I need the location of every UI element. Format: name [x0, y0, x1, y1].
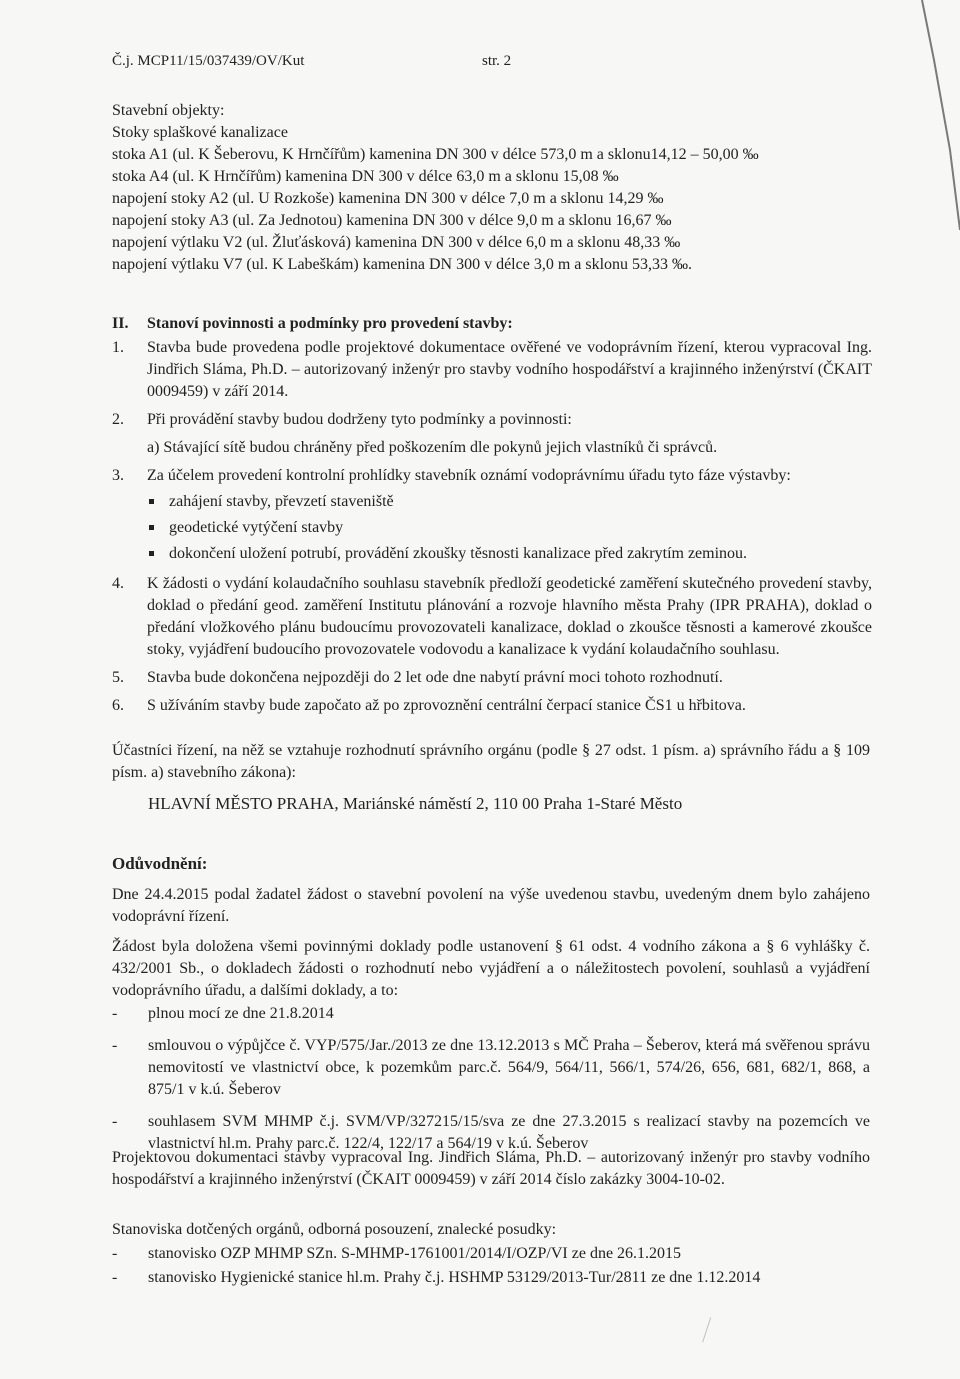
dash-marker: -: [112, 1245, 118, 1262]
item-text: S užíváním stavby bude započato až po zprovoznění centrální čerpací stanice ČS1 u hřbitova.: [147, 697, 746, 714]
item-number: 6.: [112, 697, 124, 714]
condition-item: [112, 337, 872, 403]
dash-marker: -: [112, 1037, 118, 1054]
conditions-section: [112, 313, 872, 723]
item-text: Za účelem provedení kontrolní prohlídky stavebník oznámí vodoprávnímu úřadu tyto fáze výstavby:: [147, 467, 791, 484]
list-item-text: souhlasem SVM MHMP č.j. SVM/VP/327215/15/sva ze dne 27.3.2015 s realizací stavby na pozemcích ve vlastnictví hl.m. Prahy parc.č. 122/4, 122/17 a 564/19 v k.ú. Šeberov: [148, 1113, 870, 1152]
list-item: [112, 1035, 870, 1101]
page-number: str. 2: [482, 53, 512, 69]
item-number: 4.: [112, 575, 124, 592]
dash-marker: -: [112, 1113, 118, 1130]
condition-item: [112, 465, 872, 567]
list-item: [112, 1243, 870, 1265]
item-text: Stavba bude provedena podle projektové dokumentace ověřené ve vodoprávním řízení, kterou vypracoval Ing. Jindřich Sláma, Ph.D. – autorizovaný inženýr pro stavby vodního hospodářství a krajinného inženýrství (ČKAIT 0009459) v září 2014.: [147, 339, 872, 400]
reasoning-paragraph: Žádost byla doložena všemi povinnými doklady podle ustanovení § 61 odst. 4 vodního zákona a § 6 vyhlášky č. 432/2001 Sb., o dokladech žádosti o rozhodnutí nebo vyjádření a o náležitostech povolení, souhlasů a vyjádření vodoprávního úřadu, a dalšími doklady, a to:: [112, 938, 870, 999]
pen-mark: [702, 1317, 719, 1345]
objects-line: Stoky splaškové kanalizace: [112, 124, 288, 141]
list-item: [112, 1003, 870, 1025]
objects-line: stoka A4 (ul. K Hrnčířům) kamenina DN 300 v délce 63,0 m a sklonu 15,08 ‰: [112, 168, 619, 185]
section-number: II.: [112, 315, 129, 332]
condition-item: [112, 667, 872, 689]
reasoning-paragraph: Projektovou dokumentaci stavby vypracoval Ing. Jindřich Sláma, Ph.D. – autorizovaný inženýr pro stavby vodního hospodářství a krajinného inženýrství (ČKAIT 0009459) v září 2014 číslo zakázky 3004-10-02.: [112, 1149, 870, 1188]
item-number: 5.: [112, 669, 124, 686]
objects-line: napojení výtlaku V7 (ul. K Labeškám) kamenina DN 300 v délce 3,0 m a sklonu 53,33 ‰.: [112, 256, 693, 273]
participants-paragraph: Účastníci řízení, na něž se vztahuje rozhodnutí správního orgánu (podle § 27 odst. 1 písm. a) správního řádu a § 109 písm. a) stavebního zákona):: [112, 742, 870, 781]
objects-line: stoka A1 (ul. K Šeberovu, K Hrnčířům) kamenina DN 300 v délce 573,0 m a sklonu14,12 – 50,00 ‰: [112, 146, 759, 163]
reasoning-heading: Odůvodnění:: [112, 854, 208, 873]
section-heading: [112, 313, 872, 337]
opinions-list: [112, 1243, 870, 1291]
list-item-text: plnou mocí ze dne 21.8.2014: [148, 1005, 334, 1022]
condition-item: [112, 695, 872, 717]
objects-line: napojení stoky A2 (ul. U Rozkoše) kamenina DN 300 v délce 7,0 m a sklonu 14,29 ‰: [112, 190, 664, 207]
list-item-text: smlouvou o výpůjčce č. VYP/575/Jar./2013 ze dne 13.12.2013 s MČ Praha – Šeberov, která má svěřenou správu nemovitostí ve vlastnictví obce, k pozemkům parc.č. 564/9, 564/11, 566/1, 574/26, 656, 681, 682/1, 868, a 875/1 v k.ú. Šeberov: [148, 1037, 870, 1098]
item-number: 3.: [112, 467, 124, 484]
item-subpoint: a) Stávající sítě budou chráněny před poškozením dle pokynů jejich vlastníků či správců.: [147, 439, 718, 456]
participant-name: HLAVNÍ MĚSTO PRAHA, Mariánské náměstí 2, 110 00 Praha 1-Staré Město: [148, 794, 683, 813]
item-text: Stavba bude dokončena nejpozději do 2 let ode dne nabytí právní moci tohoto rozhodnutí.: [147, 669, 723, 686]
condition-item: [112, 409, 872, 459]
item-text: Při provádění stavby budou dodrženy tyto podmínky a povinnosti:: [147, 411, 572, 428]
objects-line: napojení stoky A3 (ul. Za Jednotou) kamenina DN 300 v délce 9,0 m a sklonu 16,67 ‰: [112, 212, 672, 229]
item-number: 2.: [112, 411, 124, 428]
list-item: dokončení uložení potrubí, provádění zkoušky těsnosti kanalizace před zakrytím zeminou.: [147, 541, 872, 567]
section-title: Stanoví povinnosti a podmínky pro provedení stavby:: [147, 315, 513, 332]
reasoning-paragraph: Stanoviska dotčených orgánů, odborná posouzení, znalecké posudky:: [112, 1221, 557, 1238]
dash-marker: -: [112, 1005, 118, 1022]
list-item: geodetické vytýčení stavby: [147, 515, 872, 541]
item-number: 1.: [112, 339, 124, 356]
objects-line: Stavební objekty:: [112, 102, 225, 119]
reference-number: Č.j. MCP11/15/037439/OV/Kut: [112, 53, 305, 69]
list-item: zahájení stavby, převzetí staveniště: [147, 489, 872, 515]
list-item-text: stanovisko Hygienické stanice hl.m. Prahy č.j. HSHMP 53129/2013-Tur/2811 ze dne 1.12.2014: [148, 1269, 761, 1286]
dash-marker: -: [112, 1269, 118, 1286]
list-item: [112, 1267, 870, 1289]
objects-line: napojení výtlaku V2 (ul. Žluťásková) kamenina DN 300 v délce 6,0 m a sklonu 48,33 ‰: [112, 234, 681, 251]
list-item-text: stanovisko OZP MHMP SZn. S-MHMP-1761001/2014/I/OZP/VI ze dne 26.1.2015: [148, 1245, 682, 1262]
scan-edge-mark: [920, 0, 960, 240]
condition-item: [112, 573, 872, 661]
reasoning-paragraph: Dne 24.4.2015 podal žadatel žádost o stavební povolení na výše uvedenou stavbu, uvedeným dnem bylo zahájeno vodoprávní řízení.: [112, 886, 870, 925]
item-text: K žádosti o vydání kolaudačního souhlasu stavebník předloží geodetické zaměření skutečného provedení stavby, doklad o předání geod. zaměření Institutu plánování a rozvoje hlavního města Prahy (IPR PRAHA), doklad o předání vložkového plánu budoucímu provozovateli kanalizace, doklad o zkoušce těsnosti a kamerové zkoušce stoky, vyjádření budoucího provozovatele vodovodu a kanalizace k vydání kolaudačního souhlasu.: [147, 575, 872, 658]
building-objects: [112, 100, 872, 276]
documents-list: [112, 1003, 870, 1165]
phase-list: [147, 489, 872, 567]
